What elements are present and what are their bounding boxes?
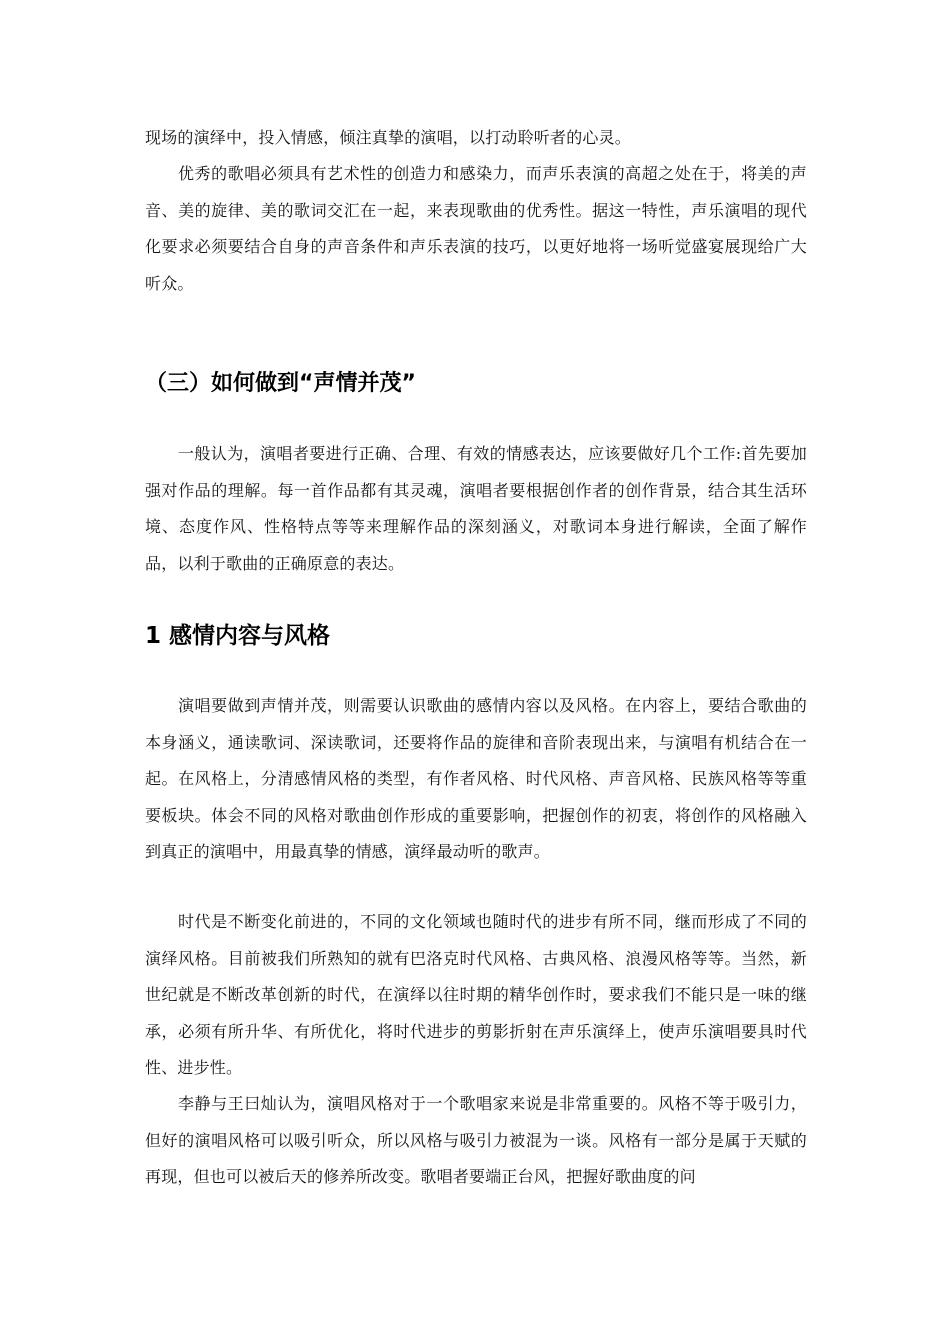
paragraph-emotional-expression: 一般认为，演唱者要进行正确、合理、有效的情感表达，应该要做好几个工作:首先要加强对作品的理解。每一首作品都有其灵魂，演唱者要根据创作者的创作背景，结合其生活环境、态度作风、性格特点等等来理解作品的深刻涵义，对歌词本身进行解读，全面了解作品，以利于歌曲的正确原意的表达。 bbox=[145, 444, 807, 573]
section-heading-3: （三）如何做到“声情并茂” bbox=[145, 371, 416, 396]
subsection-heading-1: 1 感情内容与风格 bbox=[145, 623, 331, 649]
paragraph-content-and-style: 演唱要做到声情并茂，则需要认识歌曲的感情内容以及风格。在内容上，要结合歌曲的本身涵义，通读歌词、深读歌词，还要将作品的旋律和音阶表现出来，与演唱有机结合在一起。在风格上，分清感情风格的类型，有作者风格、时代风格、声音风格、民族风格等等重要板块。体会不同的风格对歌曲创作形成的重要影响，把握创作的初衷，将创作的风格融入到真正的演唱中，用最真挚的情感，演绎最动听的歌声。 bbox=[145, 696, 807, 861]
paragraph-singing-style: 李静与王曰灿认为，演唱风格对于一个歌唱家来说是非常重要的。风格不等于吸引力，但好的演唱风格可以吸引听众，所以风格与吸引力被混为一谈。风格有一部分是属于天赋的再现，但也可以被后天的修养所改变。歌唱者要端正台风，把握好歌曲度的问 bbox=[145, 1094, 807, 1186]
paragraph-singing-artistry: 优秀的歌唱必须具有艺术性的创造力和感染力，而声乐表演的高超之处在于，将美的声音、美的旋律、美的歌词交汇在一起，来表现歌曲的优秀性。据这一特性，声乐演唱的现代化要求必须要结合自身的声音条件和声乐表演的技巧，以更好地将一场听觉盛宴展现给广大听众。 bbox=[145, 164, 807, 293]
paragraph-era-style: 时代是不断变化前进的，不同的文化领域也随时代的进步有所不同，继而形成了不同的演绎风格。目前被我们所熟知的就有巴洛克时代风格、古典风格、浪漫风格等等。当然，新世纪就是不断改革创新的时代，在演绎以往时期的精华创作时，要求我们不能只是一味的继承，必须有所升华、有所优化，将时代进步的剪影折射在声乐演绎上，使声乐演唱要具时代性、进步性。 bbox=[145, 912, 807, 1077]
paragraph-continuation: 现场的演绎中，投入情感，倾注真挚的演唱，以打动聆听者的心灵。 bbox=[145, 128, 632, 147]
